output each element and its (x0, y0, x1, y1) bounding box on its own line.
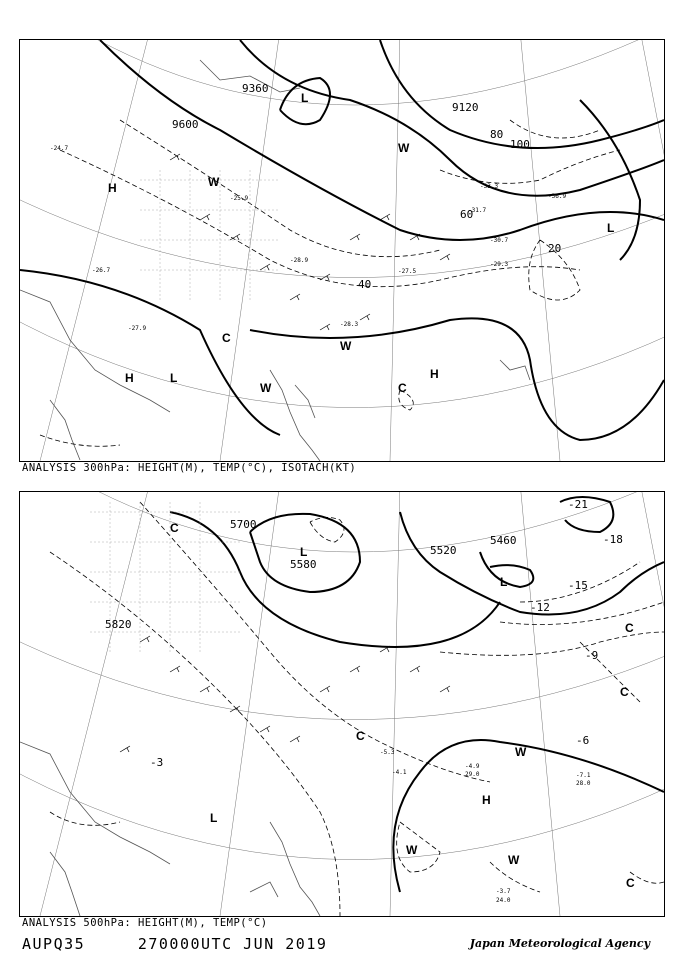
warm-marker: W (406, 843, 418, 857)
height-labels (105, 518, 517, 631)
isotach-label: 40 (358, 278, 372, 291)
isotach-labels (358, 128, 561, 291)
caption-300hpa: ANALYSIS 300hPa: HEIGHT(M), TEMP(°C), ISOTACH(KT) (22, 462, 357, 474)
temp-label: -25.9 (230, 195, 249, 202)
obs-label: 29.0 (465, 771, 480, 778)
chart-id: AUPQ35 (22, 935, 86, 953)
obs-label: -4.9 (465, 763, 480, 770)
coastline (20, 60, 530, 461)
chart-500hpa (19, 491, 665, 917)
warm-marker: W (508, 853, 520, 867)
isotherm-labels (150, 498, 623, 769)
temp-label: -26.7 (92, 267, 111, 274)
height-label: 9600 (172, 118, 199, 131)
height-label: 9360 (242, 82, 269, 95)
cold-marker: C (626, 876, 635, 890)
isotherms (50, 502, 664, 916)
pressure-systems (170, 521, 635, 890)
low-marker: L (300, 545, 308, 559)
isotach-label: 20 (548, 242, 562, 255)
low-marker: L (170, 371, 178, 385)
height-label: 5520 (430, 544, 457, 557)
high-marker: H (108, 181, 117, 195)
temp-label: -28.9 (290, 257, 309, 264)
high-marker: H (482, 793, 491, 807)
warm-marker: W (208, 175, 220, 189)
isotherm-label: -12 (530, 601, 550, 614)
isotach-label: 80 (490, 128, 504, 141)
warm-marker: W (340, 339, 352, 353)
pressure-systems (108, 91, 614, 395)
obs-label: 24.0 (496, 897, 511, 904)
height-contours (170, 497, 664, 892)
obs-label: -3.7 (496, 888, 511, 895)
temp-label: -33.3 (480, 183, 499, 190)
height-labels (172, 82, 479, 131)
obs-label: 28.0 (576, 780, 591, 787)
obs-labels (380, 749, 591, 904)
cold-marker: C (222, 331, 231, 345)
isotherm-label: -9 (585, 649, 599, 662)
coastline (20, 742, 320, 916)
height-label: 5820 (105, 618, 132, 631)
isotherm-label: -18 (603, 533, 623, 546)
height-label: 9120 (452, 101, 479, 114)
high-marker: H (125, 371, 134, 385)
temp-label: -27.5 (398, 268, 417, 275)
isotherm-label: -15 (568, 579, 588, 592)
obs-grid (140, 170, 280, 300)
high-marker: H (430, 367, 439, 381)
isotach-label: 100 (510, 138, 530, 151)
agency-name: Japan Meteorological Agency (469, 937, 650, 950)
obs-label: -4.1 (392, 769, 407, 776)
graticule (20, 40, 664, 461)
height-contours (20, 40, 664, 440)
temp-label: -29.3 (490, 261, 509, 268)
warm-marker: W (398, 141, 410, 155)
isotherm-label: -21 (568, 498, 588, 511)
valid-time: 270000UTC JUN 2019 (137, 935, 328, 953)
temp-label: -28.3 (340, 321, 359, 328)
chart-300hpa (19, 39, 665, 462)
map-500hpa (20, 492, 664, 916)
temp-label: -27.9 (128, 325, 147, 332)
isotherm-label: -6 (576, 734, 590, 747)
graticule (20, 492, 664, 916)
chart-identifier (22, 935, 327, 953)
isotherm-label: -3 (150, 756, 164, 769)
map-300hpa (20, 40, 664, 461)
low-marker: L (210, 811, 218, 825)
temp-label: -31.7 (468, 207, 487, 214)
cold-marker: C (398, 381, 407, 395)
caption-500hpa: ANALYSIS 500hPa: HEIGHT(M), TEMP(°C) (22, 917, 268, 929)
height-label: 5580 (290, 558, 317, 571)
wind-barbs (120, 636, 450, 752)
height-label: 5460 (490, 534, 517, 547)
cold-marker: C (356, 729, 365, 743)
cold-marker: C (170, 521, 179, 535)
temp-label: -36.9 (548, 193, 567, 200)
height-label: 5700 (230, 518, 257, 531)
obs-label: -7.1 (576, 772, 591, 779)
isotach-label: 60 (460, 208, 474, 221)
warm-marker: W (515, 745, 527, 759)
warm-marker: W (260, 381, 272, 395)
cold-marker: C (620, 685, 629, 699)
low-marker: L (301, 91, 309, 105)
obs-label: -5.3 (380, 749, 395, 756)
temp-label: -30.7 (490, 237, 509, 244)
low-marker: L (500, 575, 508, 589)
cold-marker: C (625, 621, 634, 635)
temp-label: -24.7 (50, 145, 69, 152)
low-marker: L (607, 221, 615, 235)
